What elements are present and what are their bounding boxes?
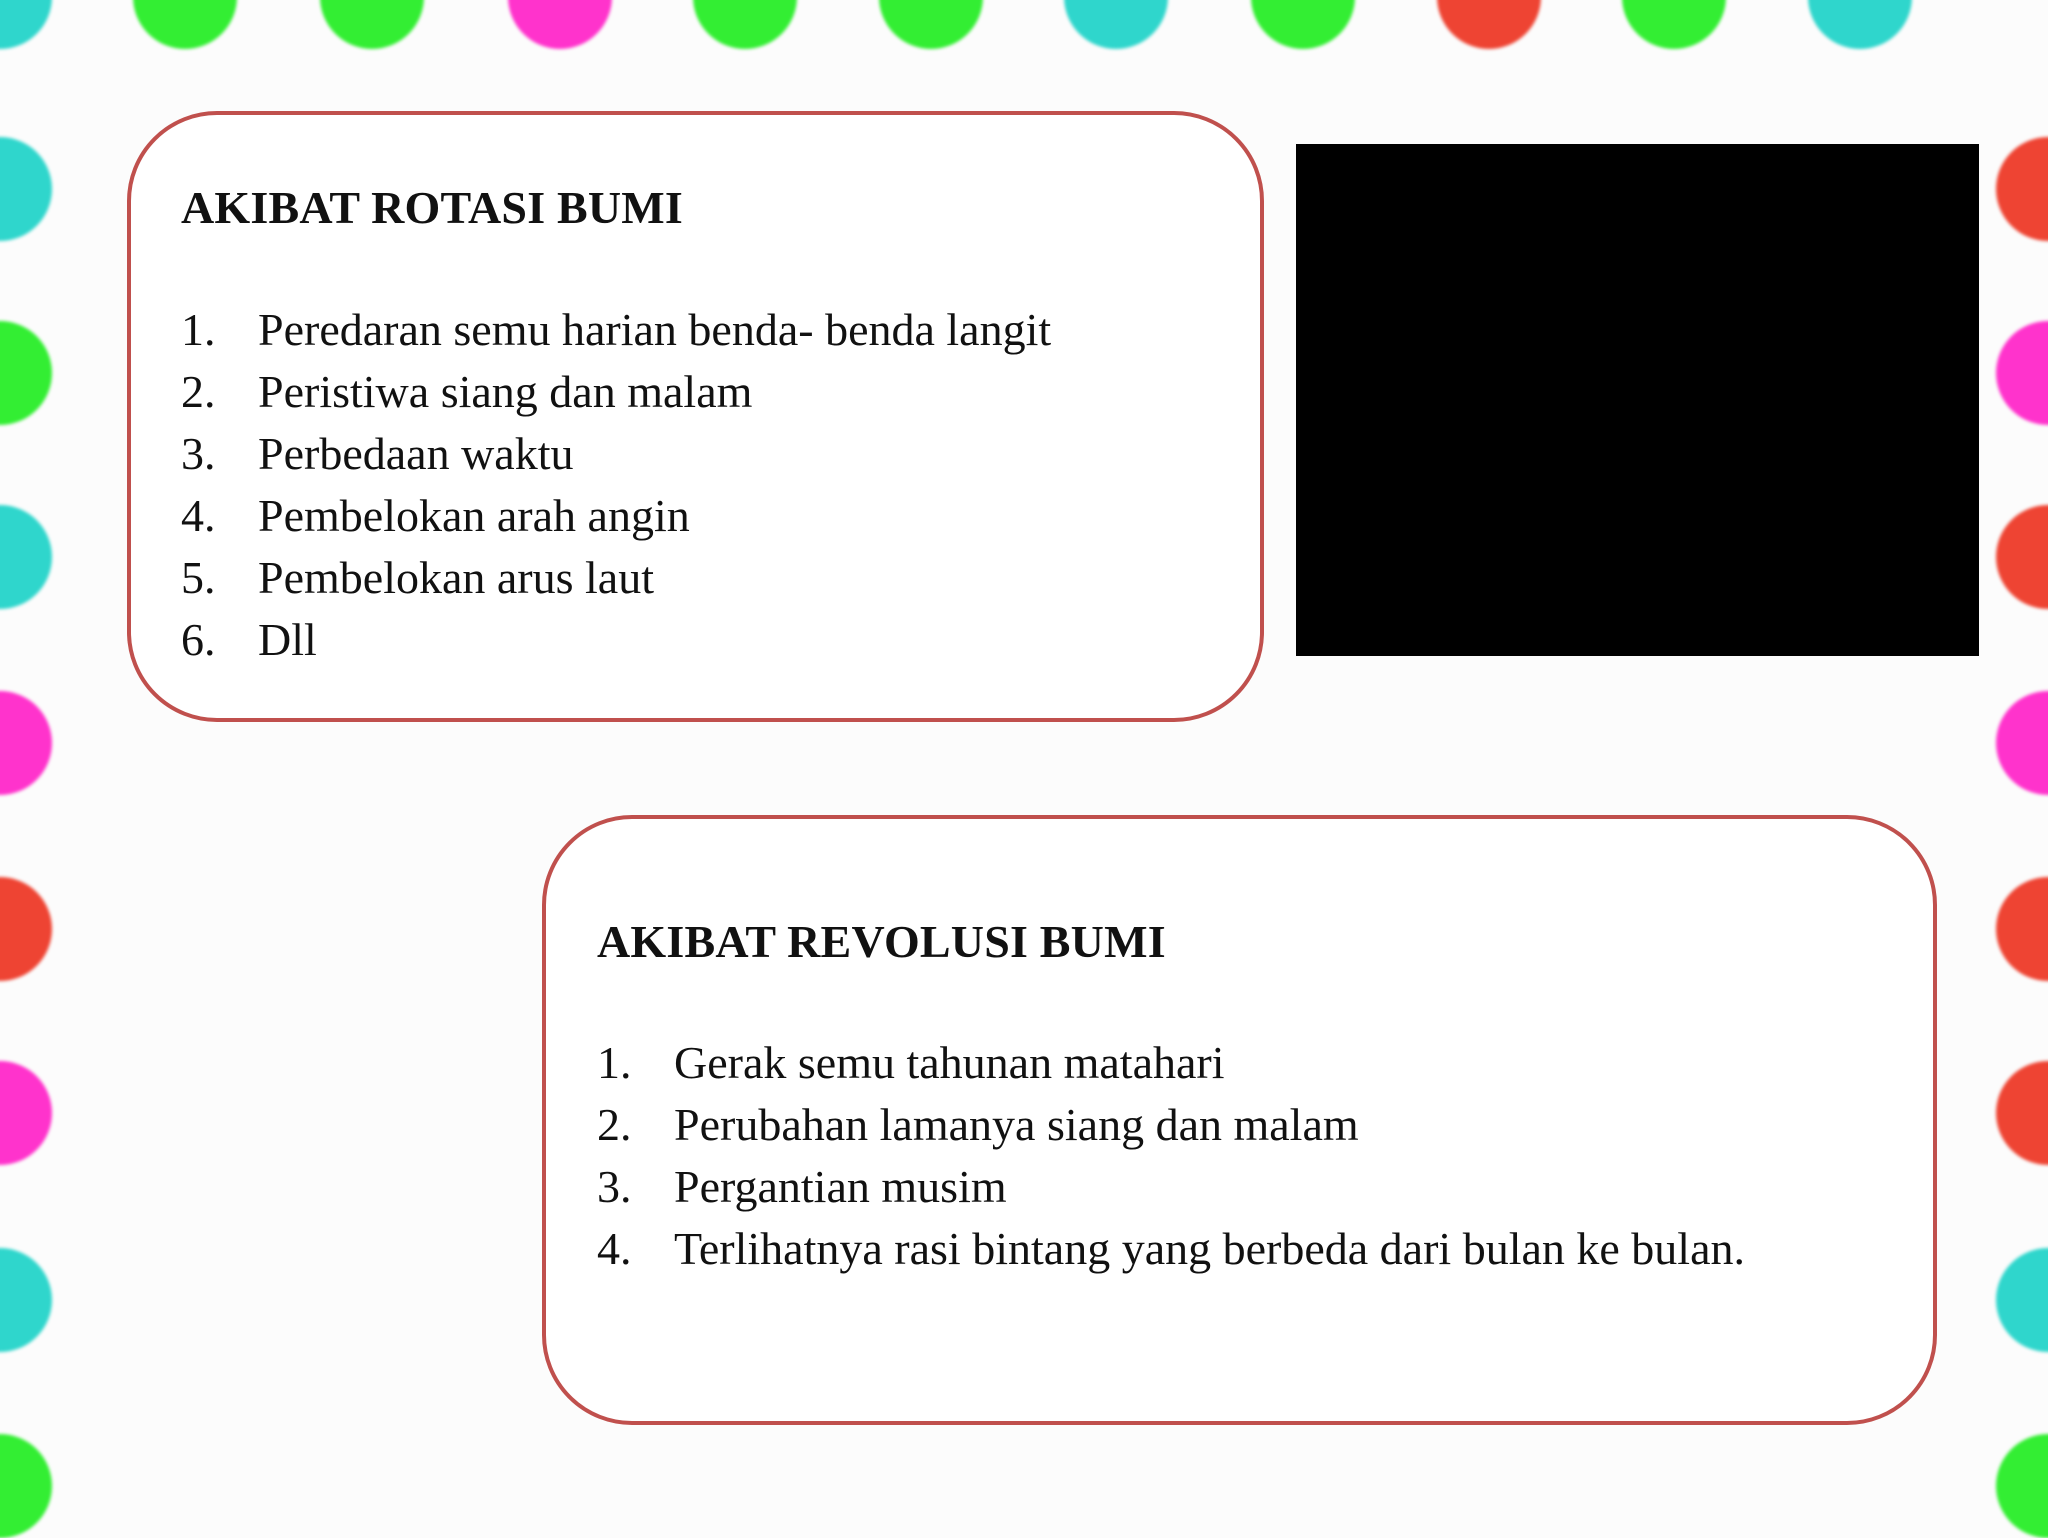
list-number: 2. — [597, 1099, 632, 1150]
decorative-dot — [1251, 0, 1355, 49]
list-number: 3. — [597, 1161, 632, 1212]
list-text: Peristiwa siang dan malam — [258, 366, 753, 417]
revolusi-title: AKIBAT REVOLUSI BUMI — [597, 916, 1166, 967]
decorative-dot — [1996, 1434, 2048, 1538]
decorative-dot — [1808, 0, 1912, 49]
list-text: Terlihatnya rasi bintang yang berbeda dari bulan ke bulan. — [674, 1223, 1746, 1274]
decorative-dot — [1996, 321, 2048, 425]
rotasi-card — [127, 111, 1264, 722]
list-number: 2. — [181, 366, 216, 417]
decorative-dot — [133, 0, 237, 49]
list-number: 3. — [181, 428, 216, 479]
list-number: 4. — [597, 1223, 632, 1274]
list-number: 1. — [597, 1037, 632, 1088]
decorative-dot — [0, 691, 52, 795]
list-text: Perbedaan waktu — [258, 428, 574, 479]
list-item — [181, 609, 1051, 671]
decorative-dot — [0, 321, 52, 425]
decorative-dot — [1437, 0, 1541, 49]
list-item — [181, 299, 1051, 361]
list-text: Pergantian musim — [674, 1161, 1007, 1212]
list-item — [181, 361, 1051, 423]
list-item — [597, 1218, 1745, 1280]
decorative-dot — [0, 1248, 52, 1352]
decorative-dot — [1622, 0, 1726, 49]
decorative-dot — [1064, 0, 1168, 49]
decorative-dot — [879, 0, 983, 49]
revolusi-card — [542, 815, 1937, 1425]
list-text: Perubahan lamanya siang dan malam — [674, 1099, 1359, 1150]
list-text: Pembelokan arah angin — [258, 490, 690, 541]
list-text: Dll — [258, 614, 317, 665]
decorative-dot — [0, 505, 52, 609]
list-item — [181, 485, 1051, 547]
decorative-dot — [1996, 505, 2048, 609]
revolusi-list — [597, 1032, 1745, 1280]
decorative-dot — [0, 1061, 52, 1165]
list-number: 5. — [181, 552, 216, 603]
decorative-dot — [0, 877, 52, 981]
decorative-dot — [1996, 691, 2048, 795]
rotasi-title: AKIBAT ROTASI BUMI — [181, 182, 684, 233]
list-item — [181, 547, 1051, 609]
video-placeholder — [1296, 144, 1979, 656]
rotasi-list — [181, 299, 1051, 671]
list-text: Peredaran semu harian benda- benda langit — [258, 304, 1052, 355]
list-number: 1. — [181, 304, 216, 355]
list-item — [597, 1032, 1745, 1094]
list-text: Pembelokan arus laut — [258, 552, 655, 603]
list-item — [597, 1094, 1745, 1156]
decorative-dot — [1996, 137, 2048, 241]
decorative-dot — [508, 0, 612, 49]
list-number: 4. — [181, 490, 216, 541]
decorative-dot — [1996, 877, 2048, 981]
list-item — [597, 1156, 1745, 1218]
decorative-dot — [1996, 1248, 2048, 1352]
decorative-dot — [0, 1434, 52, 1538]
list-text: Gerak semu tahunan matahari — [674, 1037, 1225, 1088]
list-number: 6. — [181, 614, 216, 665]
list-item — [181, 423, 1051, 485]
decorative-dot — [693, 0, 797, 49]
decorative-dot — [1996, 1061, 2048, 1165]
decorative-dot — [0, 0, 52, 49]
decorative-dot — [0, 137, 52, 241]
decorative-dot — [320, 0, 424, 49]
